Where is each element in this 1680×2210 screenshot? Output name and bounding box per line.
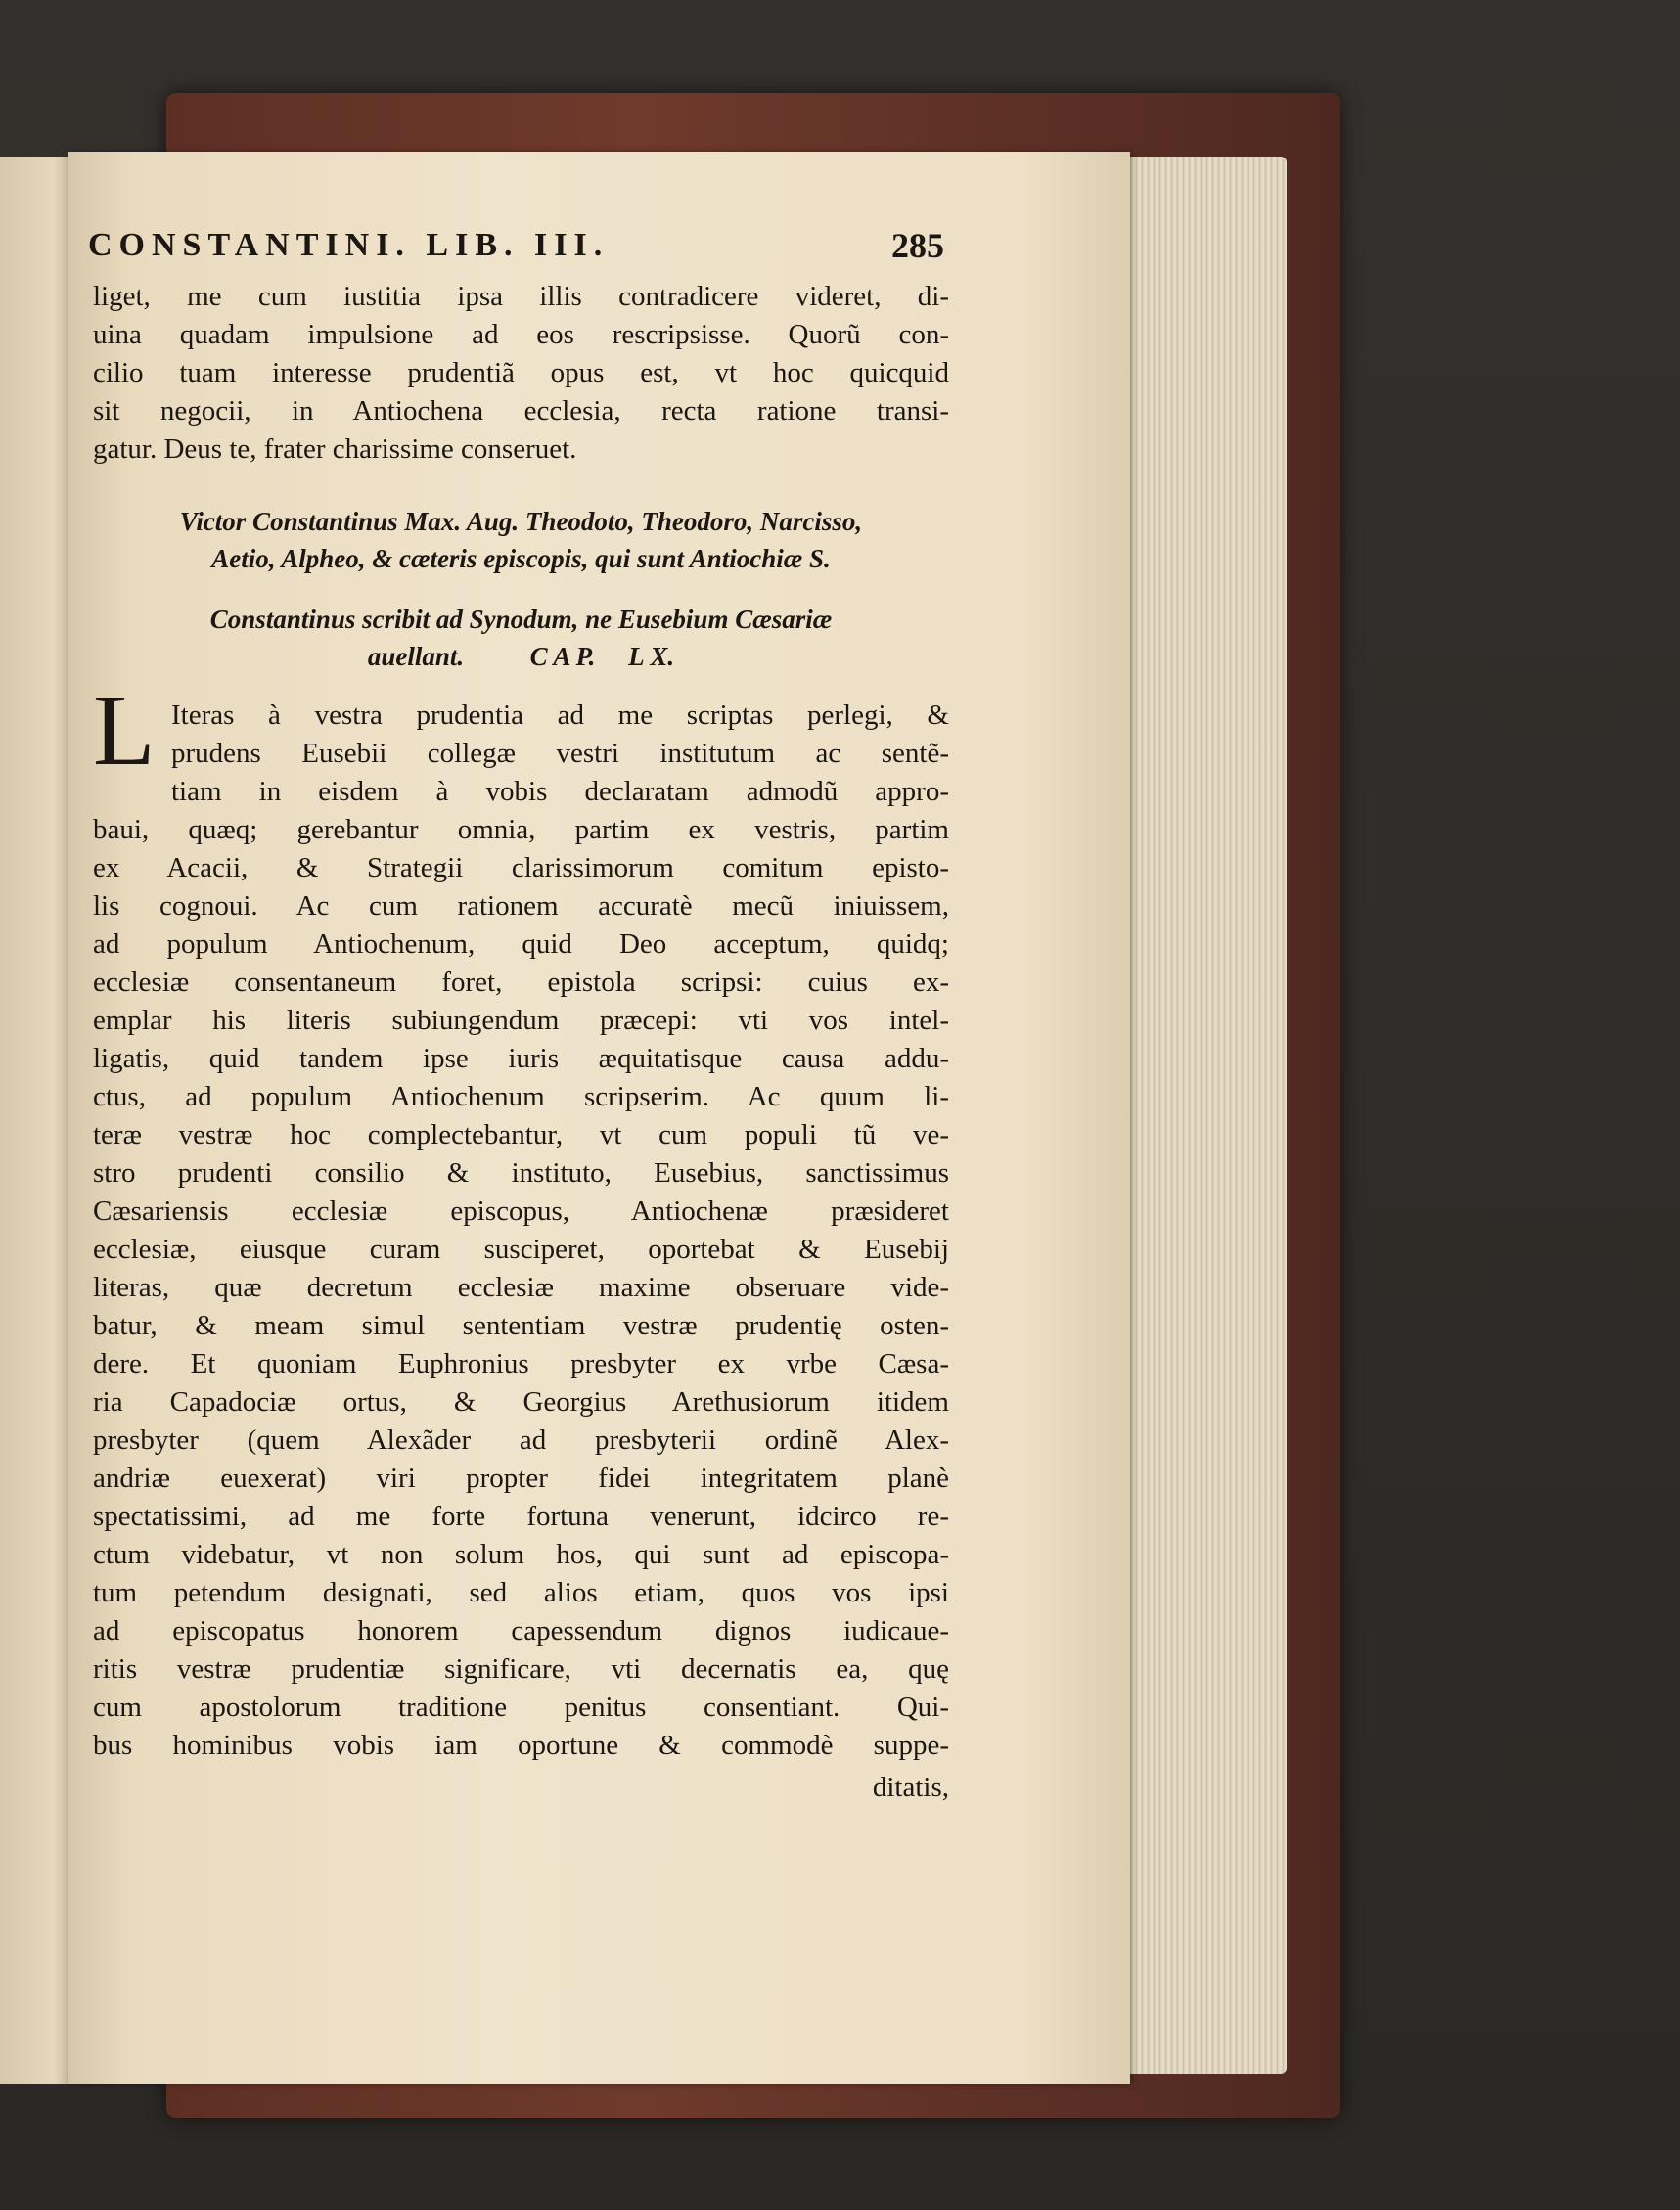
text-line: batur, & meam simul sententiam vestræ prudentię osten- [93, 1310, 949, 1341]
text-line: ria Capadociæ ortus, & Georgius Arethusiorum itidem [93, 1386, 949, 1418]
text-line: bus hominibus vobis iam oportune & commodè suppe- [93, 1730, 949, 1761]
page-edges [1125, 157, 1287, 2074]
text-line: gatur. Deus te, frater charissime conseruet. [93, 433, 577, 465]
text-line: cum apostolorum traditione penitus consentiant. Qui- [93, 1691, 949, 1723]
text-line: stro prudenti consilio & instituto, Eusebius, sanctissimus [93, 1157, 949, 1189]
page-number: 285 [891, 226, 944, 265]
facing-page-edge [0, 157, 78, 2084]
text-line: ad populum Antiochenum, quid Deo acceptum, quidq; [93, 928, 949, 960]
text-line: literas, quæ decretum ecclesiæ maxime obseruare vide- [93, 1272, 949, 1303]
text-line: tiam in eisdem à vobis declaratam admodũ appro- [171, 776, 949, 807]
catchword: ditatis, [872, 1772, 949, 1803]
text-body [93, 225, 949, 1839]
text-line: Iteras à vestra prudentia ad me scriptas perlegi, & [171, 699, 949, 731]
chapter-heading-line: Constantinus scribit ad Synodum, ne Eusebium Cæsariæ [209, 605, 833, 634]
text-line: ex Acacii, & Strategii clarissimorum comitum episto- [93, 852, 949, 883]
text-line: dere. Et quoniam Euphronius presbyter ex vrbe Cæsa- [93, 1348, 949, 1379]
text-line: ligatis, quid tandem ipse iuris æquitatisque causa addu- [93, 1043, 949, 1074]
text-line: lis cognoui. Ac cum rationem accuratè mecũ iniuissem, [93, 890, 949, 922]
salutation-line: Aetio, Alpheo, & cæteris episcopis, qui sunt Antiochiæ S. [211, 544, 831, 573]
text-line: Cæsariensis ecclesiæ episcopus, Antiochenæ præsideret [93, 1195, 949, 1227]
text-line: cilio tuam interesse prudentiã opus est, vt hoc quicquid [93, 357, 949, 388]
text-line: prudens Eusebii collegæ vestri institutum ac sentẽ- [171, 738, 949, 769]
text-line: teræ vestræ hoc complectebantur, vt cum populi tũ ve- [93, 1119, 949, 1150]
drop-capital: L [93, 674, 156, 787]
text-line: spectatissimi, ad me forte fortuna venerunt, idcirco re- [93, 1501, 949, 1532]
text-line: sit negocii, in Antiochena ecclesia, recta ratione transi- [93, 395, 949, 427]
text-line: ecclesiæ consentaneum foret, epistola scripsi: cuius ex- [93, 967, 949, 998]
text-line: ad episcopatus honorem capessendum dignos iudicaue- [93, 1615, 949, 1646]
text-line: baui, quæq; gerebantur omnia, partim ex vestris, partim [93, 814, 949, 845]
text-line: uina quadam impulsione ad eos rescripsisse. Quorũ con- [93, 319, 949, 350]
text-line: tum petendum designati, sed alios etiam, quos vos ipsi [93, 1577, 949, 1608]
text-line: ecclesiæ, eiusque curam susciperet, oportebat & Eusebij [93, 1234, 949, 1265]
text-line: presbyter (quem Alexãder ad presbyterii ordinẽ Alex- [93, 1424, 949, 1456]
text-line: andriæ euexerat) viri propter fidei integritatem planè [93, 1463, 949, 1494]
text-line: ctum videbatur, vt non solum hos, qui sunt ad episcopa- [93, 1539, 949, 1570]
chapter-heading-line: auellant. C A P. L X. [367, 642, 675, 671]
running-head: CONSTANTINI. LIB. III. [88, 227, 610, 263]
text-line: ritis vestræ prudentiæ significare, vti decernatis ea, quę [93, 1653, 949, 1685]
text-line: liget, me cum iustitia ipsa illis contradicere videret, di- [93, 281, 949, 312]
text-line: emplar his literis subiungendum præcepi: vti vos intel- [93, 1005, 949, 1036]
salutation-line: Victor Constantinus Max. Aug. Theodoto, Theodoro, Narcisso, [179, 507, 863, 536]
text-line: ctus, ad populum Antiochenum scripserim. Ac quum li- [93, 1081, 949, 1112]
